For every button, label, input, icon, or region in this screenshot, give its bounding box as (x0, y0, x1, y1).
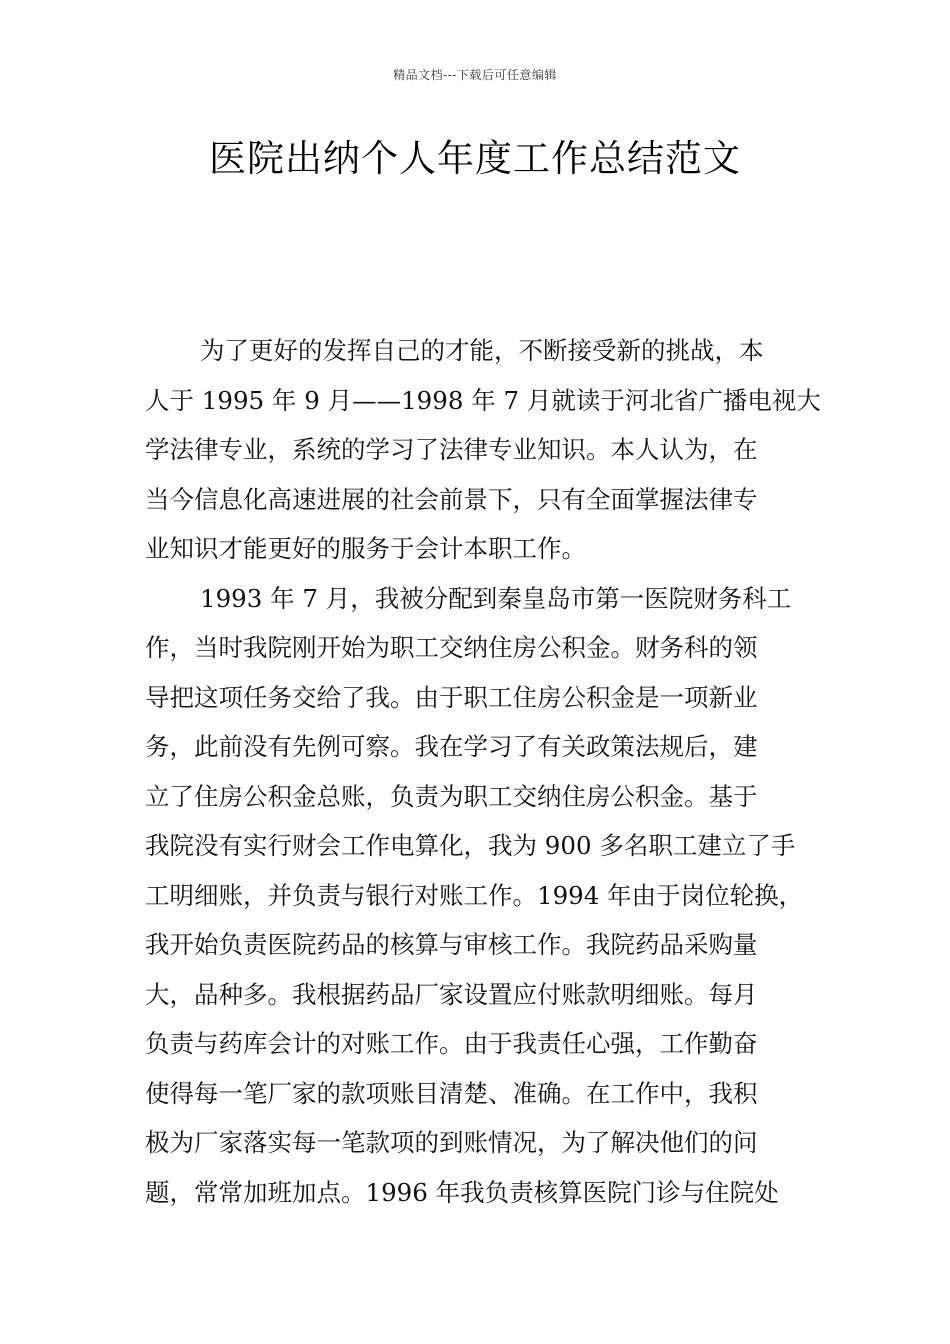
paragraph-1 (145, 326, 821, 574)
header-note: 精品文档---下载后可任意编辑 (393, 68, 557, 82)
paragraph-line: 务，此前没有先例可察。我在学习了有关政策法规后，建 (145, 732, 758, 761)
paragraph-line: 为了更好的发挥自己的才能，不断接受新的挑战，本 (200, 336, 764, 365)
document-body (145, 326, 821, 1217)
paragraph-line: 工明细账，并负责与银行对账工作。1994 年由于岗位轮换， (145, 880, 804, 910)
paragraph-line: 负责与药库会计的对账工作。由于我责任心强，工作勤奋 (145, 1029, 758, 1058)
paragraph-line: 人于 1995 年 9 月——1998 年 7 月就读于河北省广播电视大 (145, 385, 821, 415)
paragraph-line: 立了住房公积金总账，负责为职工交纳住房公积金。基于 (145, 781, 758, 811)
paragraph-line: 我开始负责医院药品的核算与审核工作。我院药品采购量 (145, 930, 758, 959)
paragraph-line: 使得每一笔厂家的款项账目清楚、准确。在工作中，我积 (145, 1078, 758, 1108)
paragraph-line: 导把这项任务交给了我。由于职工住房公积金是一项新业 (145, 682, 758, 712)
paragraph-line: 当今信息化高速进展的社会前景下，只有全面掌握法律专 (145, 484, 758, 514)
paragraph-line: 我院没有实行财会工作电算化，我为 900 多名职工建立了手 (145, 831, 796, 860)
paragraph-line: 极为厂家落实每一笔款项的到账情况，为了解决他们的问 (145, 1128, 758, 1157)
document-title: 医院出纳个人年度工作总结范文 (209, 137, 741, 180)
paragraph-line: 作，当时我院刚开始为职工交纳住房公积金。财务科的领 (145, 633, 758, 662)
paragraph-line: 1993 年 7 月，我被分配到秦皇岛市第一医院财务科工 (200, 583, 792, 613)
paragraph-line: 业知识才能更好的服务于会计本职工作。 (145, 534, 586, 563)
paragraph-2 (145, 574, 810, 1218)
paragraph-line: 学法律专业，系统的学习了法律专业知识。本人认为，在 (145, 435, 758, 464)
paragraph-line: 题，常常加班加点。1996 年我负责核算医院门诊与住院处 (145, 1177, 779, 1207)
paragraph-line: 大，品种多。我根据药品厂家设置应付账款明细账。每月 (145, 979, 758, 1009)
